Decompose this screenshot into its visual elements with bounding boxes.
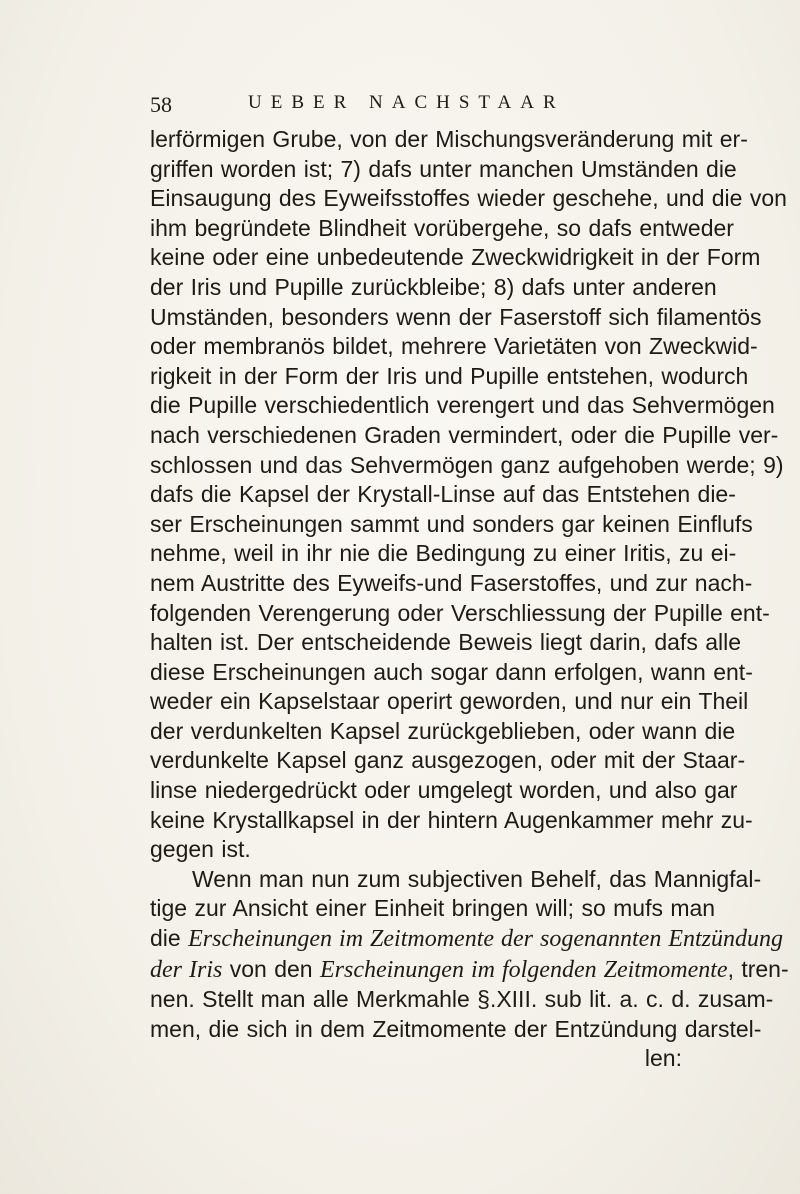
line-text: weder ein Kapselstaar operirt geworden, und nur ein Theil <box>150 688 749 715</box>
text-line <box>150 214 734 244</box>
text-line <box>150 1044 690 1074</box>
text-line <box>150 480 736 510</box>
text-line <box>150 599 770 629</box>
text-line <box>150 717 736 747</box>
text-line <box>150 835 690 865</box>
line-text: keine Krystallkapsel in der hintern Augenkammer mehr zu- <box>150 806 753 833</box>
text-line <box>150 894 716 924</box>
text-line <box>150 569 753 599</box>
line-text: halten ist. Der entscheidende Beweis liegt darin, dafs alle <box>150 629 742 656</box>
line-text: der Iris und Pupille zurückbleibe; 8) dafs unter anderen <box>150 273 717 300</box>
line-text: der verdunkelten Kapsel zurückgeblieben, oder wann die <box>150 717 736 744</box>
line-text: len: <box>644 1045 682 1072</box>
running-head-text: UEBER NACHSTAAR <box>248 92 565 113</box>
line-text: nem Austritte des Eyweifs-und Faserstoffes, und zur nach- <box>150 569 753 596</box>
text-line <box>150 924 784 955</box>
italic-phrase: der Iris <box>150 956 223 983</box>
text-line <box>150 955 789 986</box>
text-line <box>150 510 753 540</box>
text-line <box>150 687 749 717</box>
body-text <box>150 125 789 1074</box>
line-text: lerförmigen Grube, von der Mischungsveränderung mit er- <box>150 126 748 152</box>
text-line <box>150 303 762 333</box>
line-text: rigkeit in der Form der Iris und Pupille entstehen, wodurch <box>150 362 749 389</box>
line-text: verdunkelte Kapsel ganz ausgezogen, oder mit der Staar- <box>150 747 746 774</box>
text-line <box>150 125 748 155</box>
text-line <box>150 806 753 836</box>
running-head <box>248 92 565 120</box>
text-line <box>150 658 753 688</box>
line-text: nen. Stellt man alle Merkmahle §.XIII. sub lit. a. c. d. zusam- <box>150 986 774 1013</box>
text-line <box>150 273 717 303</box>
line-text: linse niedergedrückt oder umgelegt worden, und also gar <box>150 777 738 804</box>
line-text: Einsaugung des Eyweifsstoffes wieder geschehe, und die von <box>150 185 787 212</box>
text-line <box>150 332 758 362</box>
line-text: ihm begründete Blindheit vorübergehe, so dafs entweder <box>150 214 734 241</box>
line-text: Umständen, besonders wenn der Faserstoff sich filamentös <box>150 303 762 330</box>
line-text: folgenden Verengerung oder Verschliessung der Pupille ent- <box>150 599 770 626</box>
text-line <box>150 243 761 273</box>
line-text: diese Erscheinungen auch sogar dann erfolgen, wann ent- <box>150 658 753 685</box>
line-text: gegen ist. <box>150 836 251 863</box>
line-text: oder membranös bildet, mehrere Varietäten von Zweckwid- <box>150 333 758 360</box>
text-line <box>150 539 737 569</box>
text-line <box>150 746 746 776</box>
italic-phrase: Erscheinungen im Zeitmomente der sogenannten Entzündung <box>188 926 784 953</box>
line-text: schlossen und das Sehvermögen ganz aufgehoben werde; 9) <box>150 451 784 478</box>
line-text: tige zur Ansicht einer Einheit bringen will; so mufs man <box>150 895 716 922</box>
text-line <box>150 451 784 481</box>
text-line <box>150 391 775 421</box>
text-line <box>150 865 762 895</box>
line-text: , tren- <box>727 955 789 982</box>
text-line <box>150 362 749 392</box>
text-line <box>150 1015 762 1045</box>
italic-phrase: Erscheinungen im folgenden Zeitmomente <box>319 956 728 983</box>
text-line <box>150 155 737 185</box>
line-text: keine oder eine unbedeutende Zweckwidrigkeit in der Form <box>150 244 761 271</box>
text-line <box>150 421 779 451</box>
line-text: dafs die Kapsel der Krystall-Linse auf das Entstehen die- <box>150 481 736 508</box>
text-line <box>150 985 774 1015</box>
line-text: nach verschiedenen Graden vermindert, oder die Pupille ver- <box>150 421 779 448</box>
page-number: 58 <box>150 92 172 117</box>
line-text: nehme, weil in ihr nie die Bedingung zu einer Iritis, zu ei- <box>150 540 737 567</box>
line-text: von den <box>222 955 320 982</box>
text-line <box>150 628 742 658</box>
line-text: griffen worden ist; 7) dafs unter manchen Umständen die <box>150 155 737 182</box>
line-text: die Pupille verschiedentlich verengert und das Sehvermögen <box>150 392 775 419</box>
text-line <box>150 776 738 806</box>
text-line <box>150 184 787 214</box>
line-text: ser Erscheinungen sammt und sonders gar keinen Einflufs <box>150 510 753 537</box>
line-text: die <box>150 925 189 952</box>
line-text: men, die sich in dem Zeitmomente der Entzündung darstel- <box>150 1015 762 1042</box>
line-text: Wenn man nun zum subjectiven Behelf, das Mannigfal- <box>192 865 762 892</box>
